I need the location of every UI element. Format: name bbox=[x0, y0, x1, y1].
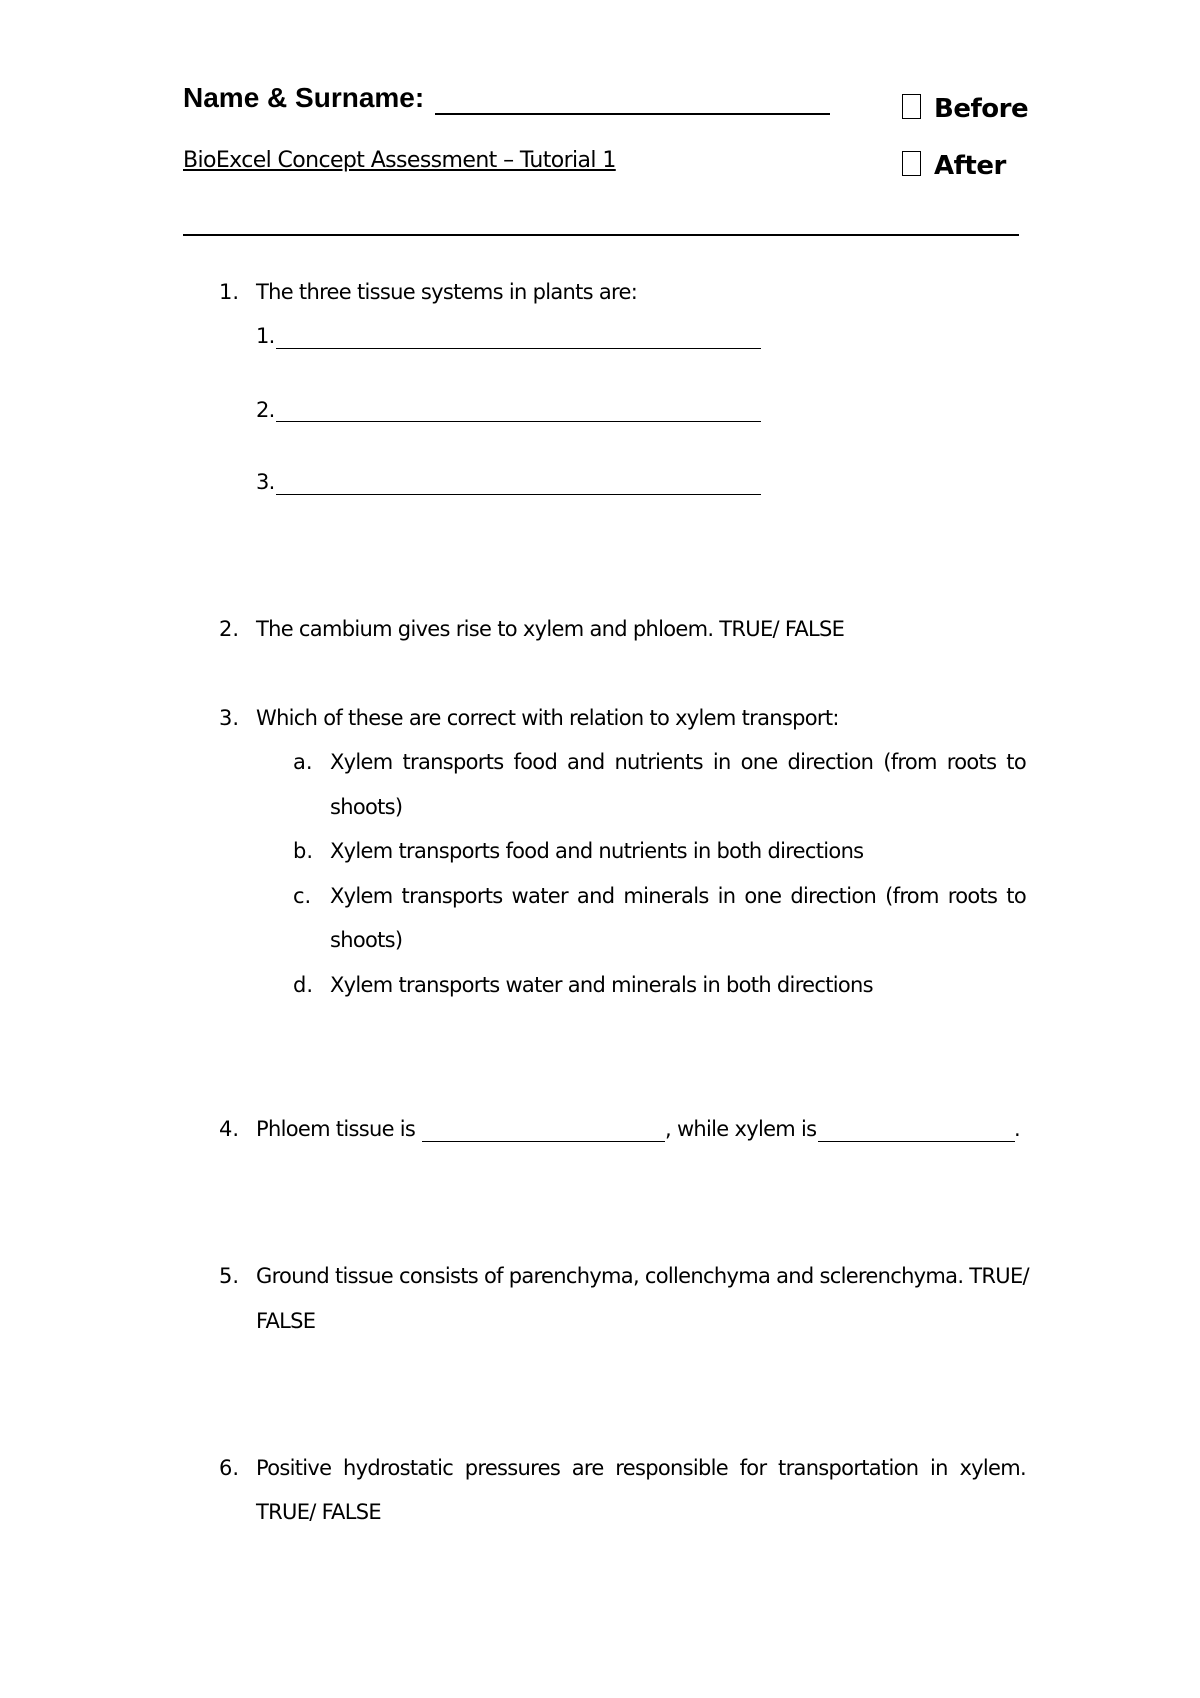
question-4-number: 4. bbox=[219, 1117, 240, 1141]
question-4-text-part-1: Phloem tissue is bbox=[256, 1117, 416, 1141]
option-b-text: Xylem transports food and nutrients in both directions bbox=[330, 839, 864, 863]
question-5-text: Ground tissue consists of parenchyma, collenchyma and sclerenchyma. TRUE/ bbox=[256, 1264, 1029, 1288]
option-c-letter: c. bbox=[293, 884, 312, 908]
assessment-title: BioExcel Concept Assessment – Tutorial 1 bbox=[183, 148, 616, 173]
question-6-number: 6. bbox=[219, 1456, 240, 1480]
option-c-text: Xylem transports water and minerals in one direction (from roots to bbox=[330, 884, 1026, 908]
question-1-blank-3-field[interactable] bbox=[276, 494, 761, 495]
question-2-number: 2. bbox=[219, 617, 240, 641]
after-checkbox[interactable] bbox=[902, 151, 921, 176]
before-checkbox[interactable] bbox=[902, 94, 921, 119]
question-3-number: 3. bbox=[219, 706, 240, 730]
question-1-blank-1-field[interactable] bbox=[276, 348, 761, 349]
question-4-text-part-2: , while xylem is bbox=[665, 1117, 817, 1141]
option-a-text-continued: shoots) bbox=[330, 795, 403, 819]
question-5-text-continued: FALSE bbox=[256, 1309, 316, 1333]
question-6-text-continued: TRUE/ FALSE bbox=[256, 1500, 381, 1524]
question-3-text: Which of these are correct with relation to xylem transport: bbox=[256, 706, 839, 730]
option-c-text-continued: shoots) bbox=[330, 928, 403, 952]
option-a-text: Xylem transports food and nutrients in one direction (from roots to bbox=[330, 750, 1026, 774]
header-divider bbox=[183, 234, 1019, 236]
question-2-text: The cambium gives rise to xylem and phloem. TRUE/ FALSE bbox=[256, 617, 845, 641]
option-a-letter: a. bbox=[293, 750, 313, 774]
option-d-letter: d. bbox=[293, 973, 314, 997]
question-4-text-part-3: . bbox=[1014, 1117, 1020, 1141]
after-checkbox-label: After bbox=[934, 151, 1006, 181]
option-b-letter: b. bbox=[293, 839, 314, 863]
phloem-answer-field[interactable] bbox=[422, 1141, 665, 1142]
question-1-number: 1. bbox=[219, 280, 240, 304]
question-1-blank-3-label: 3. bbox=[256, 470, 275, 494]
option-d-text: Xylem transports water and minerals in both directions bbox=[330, 973, 873, 997]
name-surname-label: Name & Surname: bbox=[183, 82, 425, 113]
question-1-blank-2-field[interactable] bbox=[276, 421, 761, 422]
question-6-text: Positive hydrostatic pressures are responsible for transportation in xylem. bbox=[256, 1456, 1026, 1480]
question-1-blank-2-label: 2. bbox=[256, 398, 275, 422]
name-surname-field[interactable] bbox=[435, 113, 830, 115]
before-checkbox-label: Before bbox=[934, 94, 1029, 124]
question-5-number: 5. bbox=[219, 1264, 240, 1288]
xylem-answer-field[interactable] bbox=[818, 1141, 1015, 1142]
question-1-text: The three tissue systems in plants are: bbox=[256, 280, 638, 304]
question-1-blank-1-label: 1. bbox=[256, 324, 275, 348]
